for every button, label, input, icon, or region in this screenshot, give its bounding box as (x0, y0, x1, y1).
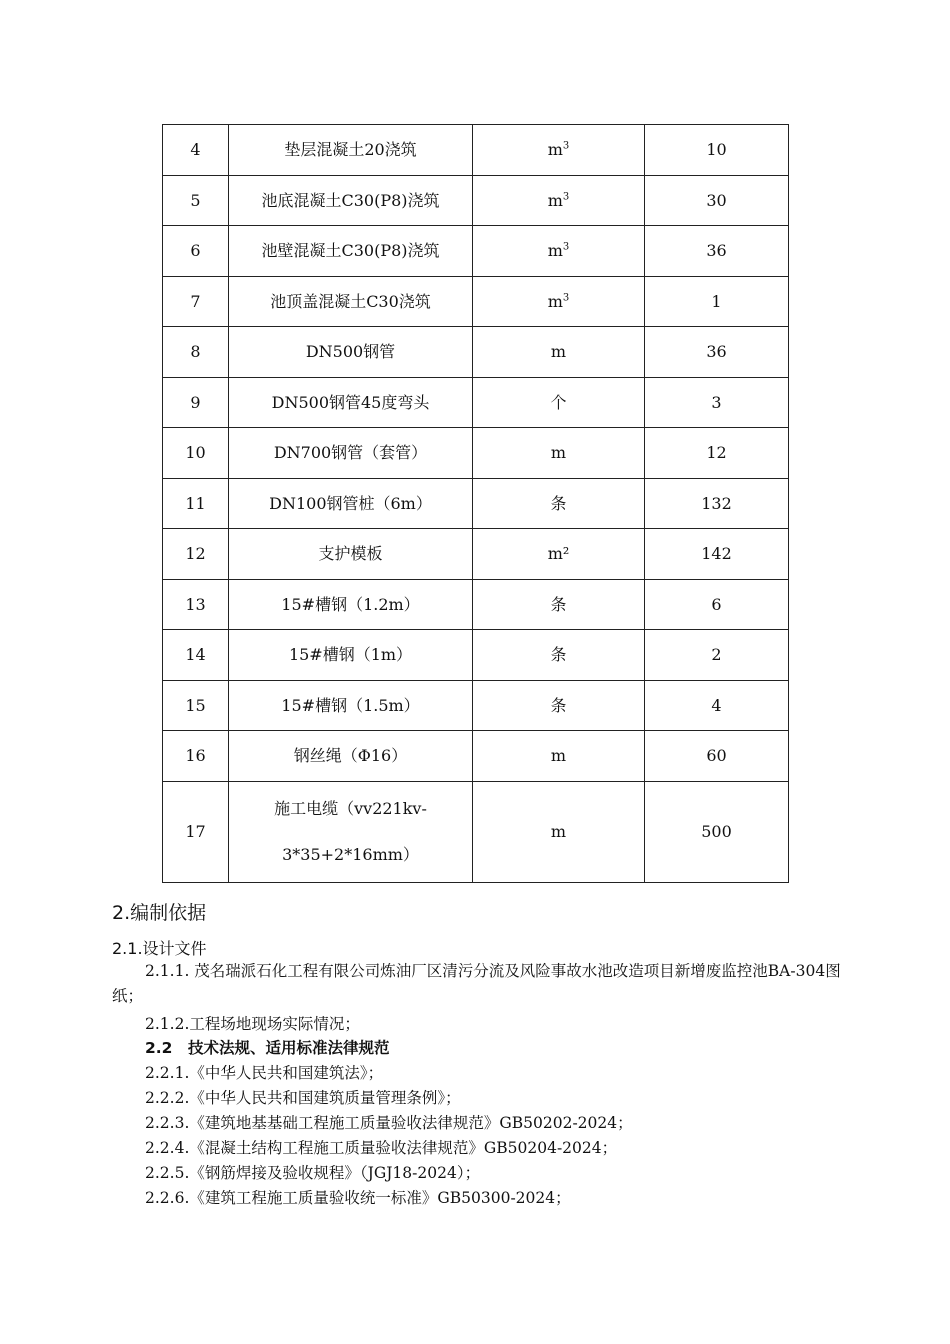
unit-cell (473, 529, 645, 580)
unit: m (550, 746, 567, 766)
row-number: 10 (163, 428, 229, 479)
table-row (163, 428, 789, 479)
item-name: 池顶盖混凝土C30浇筑 (229, 276, 473, 327)
unit-superscript: 3 (562, 241, 570, 253)
unit: 条 (550, 493, 567, 513)
subsection-heading-standards: 2.2 技术法规、适用标准法律规范 (145, 1039, 390, 1057)
table-row (163, 579, 789, 630)
unit: m (473, 781, 645, 882)
row-number: 13 (163, 579, 229, 630)
unit: 个 (550, 392, 567, 412)
list-item: 2.2.6.《建筑工程施工质量验收统一标准》GB50300-2024； (145, 1189, 571, 1207)
item-name: DN100钢管桩（6m） (229, 478, 473, 529)
section-heading: 2.编制依据 (112, 902, 207, 924)
row-number: 17 (163, 781, 229, 882)
table-row (163, 377, 789, 428)
unit-superscript: 3 (562, 191, 570, 203)
item-name: 15#槽钢（1.2m） (229, 579, 473, 630)
unit: m (550, 443, 567, 463)
list-item: 2.2.2.《中华人民共和国建筑质量管理条例》； (145, 1089, 461, 1107)
row-number: 14 (163, 630, 229, 681)
row-number: 5 (163, 175, 229, 226)
quantity: 1 (645, 276, 789, 327)
unit-cell (473, 731, 645, 782)
row-number: 4 (163, 125, 229, 176)
unit: m (550, 342, 567, 362)
unit-cell (473, 428, 645, 479)
row-number: 11 (163, 478, 229, 529)
table-row (163, 781, 789, 882)
table-row (163, 630, 789, 681)
quantity: 10 (645, 125, 789, 176)
quantity-table (162, 124, 789, 883)
unit: m (547, 291, 563, 311)
unit-superscript: 3 (562, 292, 570, 304)
quantity: 132 (645, 478, 789, 529)
list-item: 2.2.5.《钢筋焊接及验收规程》（JGJ18-2024）； (145, 1164, 481, 1182)
table-row (163, 175, 789, 226)
unit-cell (473, 680, 645, 731)
table-row (163, 731, 789, 782)
paragraph-2-1-1: 2.1.1. 茂名瑞派石化工程有限公司炼油厂区清污分流及风险事故水池改造项目新增废监控池BA-304图纸； (112, 962, 841, 1005)
quantity: 36 (645, 226, 789, 277)
quantity: 6 (645, 579, 789, 630)
quantity: 4 (645, 680, 789, 731)
item-name: DN500钢管45度弯头 (229, 377, 473, 428)
item-name: 钢丝绳（Φ16） (229, 731, 473, 782)
unit: m² (547, 544, 570, 564)
unit: m (547, 190, 563, 210)
item-name: DN700钢管（套管） (229, 428, 473, 479)
unit: 条 (550, 695, 567, 715)
unit-cell (473, 226, 645, 277)
unit: m (547, 241, 563, 261)
row-number: 8 (163, 327, 229, 378)
quantity: 142 (645, 529, 789, 580)
item-name: 支护模板 (229, 529, 473, 580)
quantity: 500 (645, 781, 789, 882)
item-name (229, 781, 473, 882)
list-item: 2.2.1.《中华人民共和国建筑法》； (145, 1064, 384, 1082)
list-item: 2.2.4.《混凝土结构工程施工质量验收法律规范》GB50204-2024； (145, 1139, 618, 1157)
quantity: 36 (645, 327, 789, 378)
unit-cell (473, 579, 645, 630)
unit-cell (473, 175, 645, 226)
row-number: 12 (163, 529, 229, 580)
item-name-line-1: 施工电缆（vv221kv- (274, 799, 427, 819)
item-name: 池壁混凝土C30(P8)浇筑 (229, 226, 473, 277)
item-name-line-2: 3*35+2*16mm） (282, 844, 419, 864)
quantity-table-body (163, 125, 789, 883)
unit-superscript: 3 (562, 140, 570, 152)
row-number: 6 (163, 226, 229, 277)
unit: 条 (550, 645, 567, 665)
paragraph-2-1-2: 2.1.2.工程场地现场实际情况； (145, 1015, 360, 1033)
unit-cell (473, 276, 645, 327)
table-row (163, 276, 789, 327)
item-name: 池底混凝土C30(P8)浇筑 (229, 175, 473, 226)
row-number: 16 (163, 731, 229, 782)
row-number: 7 (163, 276, 229, 327)
unit-cell (473, 478, 645, 529)
table-row (163, 125, 789, 176)
table-row (163, 327, 789, 378)
table-row (163, 226, 789, 277)
quantity: 30 (645, 175, 789, 226)
table-row (163, 680, 789, 731)
unit: 条 (550, 594, 567, 614)
quantity: 12 (645, 428, 789, 479)
item-name: 15#槽钢（1m） (229, 630, 473, 681)
row-number: 9 (163, 377, 229, 428)
table-row (163, 529, 789, 580)
quantity: 2 (645, 630, 789, 681)
item-name: 垫层混凝土20浇筑 (229, 125, 473, 176)
unit-cell (473, 125, 645, 176)
item-name: 15#槽钢（1.5m） (229, 680, 473, 731)
quantity: 3 (645, 377, 789, 428)
unit: m (547, 140, 563, 160)
row-number: 15 (163, 680, 229, 731)
table-row (163, 478, 789, 529)
unit-cell (473, 327, 645, 378)
quantity: 60 (645, 731, 789, 782)
unit-cell (473, 630, 645, 681)
item-name: DN500钢管 (229, 327, 473, 378)
subsection-heading-design-docs: 2.1.设计文件 (112, 939, 207, 958)
list-item: 2.2.3.《建筑地基基础工程施工质量验收法律规范》GB50202-2024； (145, 1114, 633, 1132)
unit-cell (473, 377, 645, 428)
